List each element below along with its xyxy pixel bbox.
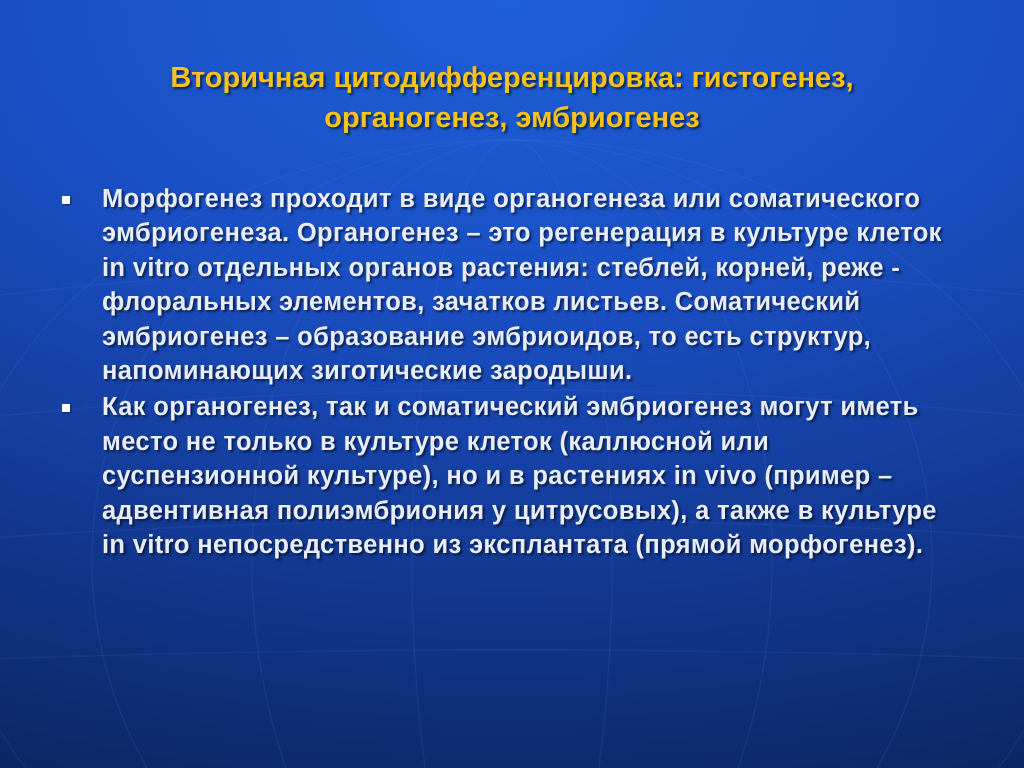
square-bullet-icon <box>62 404 70 412</box>
slide-title-line-1: Вторичная цитодифференцировка: гистогенез, <box>170 62 854 94</box>
bullet-text-1: Морфогенез проходит в виде органогенеза или соматического эмбриогенеза. Органогенез – это регенерация в культуре клеток in vitro отдельных органов растения: стеблей, корней, реже - флоральных элементов, зачатков листьев. Соматический эмбриогенез – образование эмбриоидов, то есть структур, напоминающих зиготические зародыши. <box>102 185 942 386</box>
slide-title <box>60 58 964 138</box>
square-bullet-icon <box>62 196 70 204</box>
bullet-text-2: Как органогенез, так и соматический эмбриогенез могут иметь место не только в культуре клеток (каллюсной или суспензионной культуре), но и в растениях in vivo (пример – адвентивная полиэмбриония у цитрусовых), а также в культуре in vitro непосредственно из эксплантата (прямой морфогенез). <box>102 393 937 560</box>
slide-title-line-2: органогенез, эмбриогенез <box>324 102 700 134</box>
bullet-item-1 <box>60 182 960 388</box>
bullet-list <box>60 182 960 564</box>
bullet-item-2 <box>60 390 960 562</box>
